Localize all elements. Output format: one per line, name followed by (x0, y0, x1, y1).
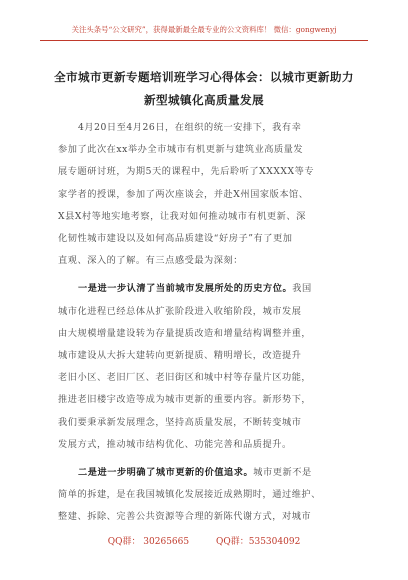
paragraph-line: X县X村等地实地考察，让我对如何推动城市有机更新、深 (58, 210, 306, 222)
paragraph-line: 发展方式，推动城市结构优化、功能完善和品质提升。 (58, 438, 292, 450)
point-two-first-tail: 城市更新不是 (253, 467, 312, 479)
point-one-first-tail: 我国 (292, 283, 312, 295)
paragraph-line: 家学者的授课，参加了两次座谈会，并赴X州国家版本馆、 (58, 188, 309, 200)
document-body (58, 117, 356, 529)
header-divider (40, 40, 368, 41)
intro-paragraph (58, 117, 356, 272)
paragraph-line: 整建、拆除、完善公共资源等合理的新陈代谢方式，对城市 (58, 511, 312, 523)
footer-contact (0, 534, 408, 547)
paragraph-line: 直观、深入的了解。有三点感受最为深刻： (58, 255, 244, 267)
paragraph-line: 城市建设从大拆大建转向更新提质、精明增长，改造提升 (58, 350, 302, 362)
paragraph-line (58, 278, 356, 300)
title-line-2: 新型城镇化高质量发展 (144, 93, 264, 107)
document-title (44, 66, 364, 112)
point-one-paragraph (58, 278, 356, 456)
paragraph-line: 化韧性城市建设以及如何高品质建设“好房子”有了更加 (58, 233, 293, 245)
paragraph-line: 4月20日至4月26日，在组织的统一安排下，我有幸 (78, 122, 302, 133)
paragraph-line (58, 462, 356, 484)
title-line-1: 全市城市更新专题培训班学习心得体会：以城市更新助力 (54, 70, 354, 84)
paragraph-line: 展专题研讨班，为期5天的课程中，先后聆听了XXXXX等专 (58, 166, 315, 178)
paragraph-line: 由大规模增量建设转为存量提质改造和增量结构调整并重， (58, 327, 312, 339)
paragraph-line: 我们要秉承新发展理念，坚持高质量发展，不断转变城市 (58, 416, 302, 428)
paragraph-line: 推进老旧楼宇改造等成为城市更新的重要内容。新形势下， (58, 394, 312, 406)
paragraph-line: 参加了此次在xx举办全市城市有机更新与建筑业高质量发 (58, 144, 304, 156)
point-two-heading: 二是进一步明确了城市更新的价值追求。 (78, 467, 254, 479)
point-two-paragraph (58, 462, 356, 529)
point-one-heading: 一是进一步认清了当前城市发展所处的历史方位。 (78, 283, 293, 295)
paragraph-line: 城市化进程已经总体从扩张阶段进入收缩阶段，城市发展 (58, 305, 302, 317)
paragraph-line: 简单的拆建，是在我国城镇化发展接近成熟期时，通过维护、 (58, 489, 321, 501)
paragraph-line: 老旧小区、老旧厂区、老旧街区和城中村等存量片区功能， (58, 372, 312, 384)
footer-qq-group-2: QQ群：535304092 (216, 537, 301, 547)
header-promo-text: 关注头条号“公文研究”，获得最新最全最专业的公文资料库！ 微信：gongwenyj (71, 25, 337, 34)
footer-qq-group-1: QQ群： 30265665 (107, 537, 190, 547)
